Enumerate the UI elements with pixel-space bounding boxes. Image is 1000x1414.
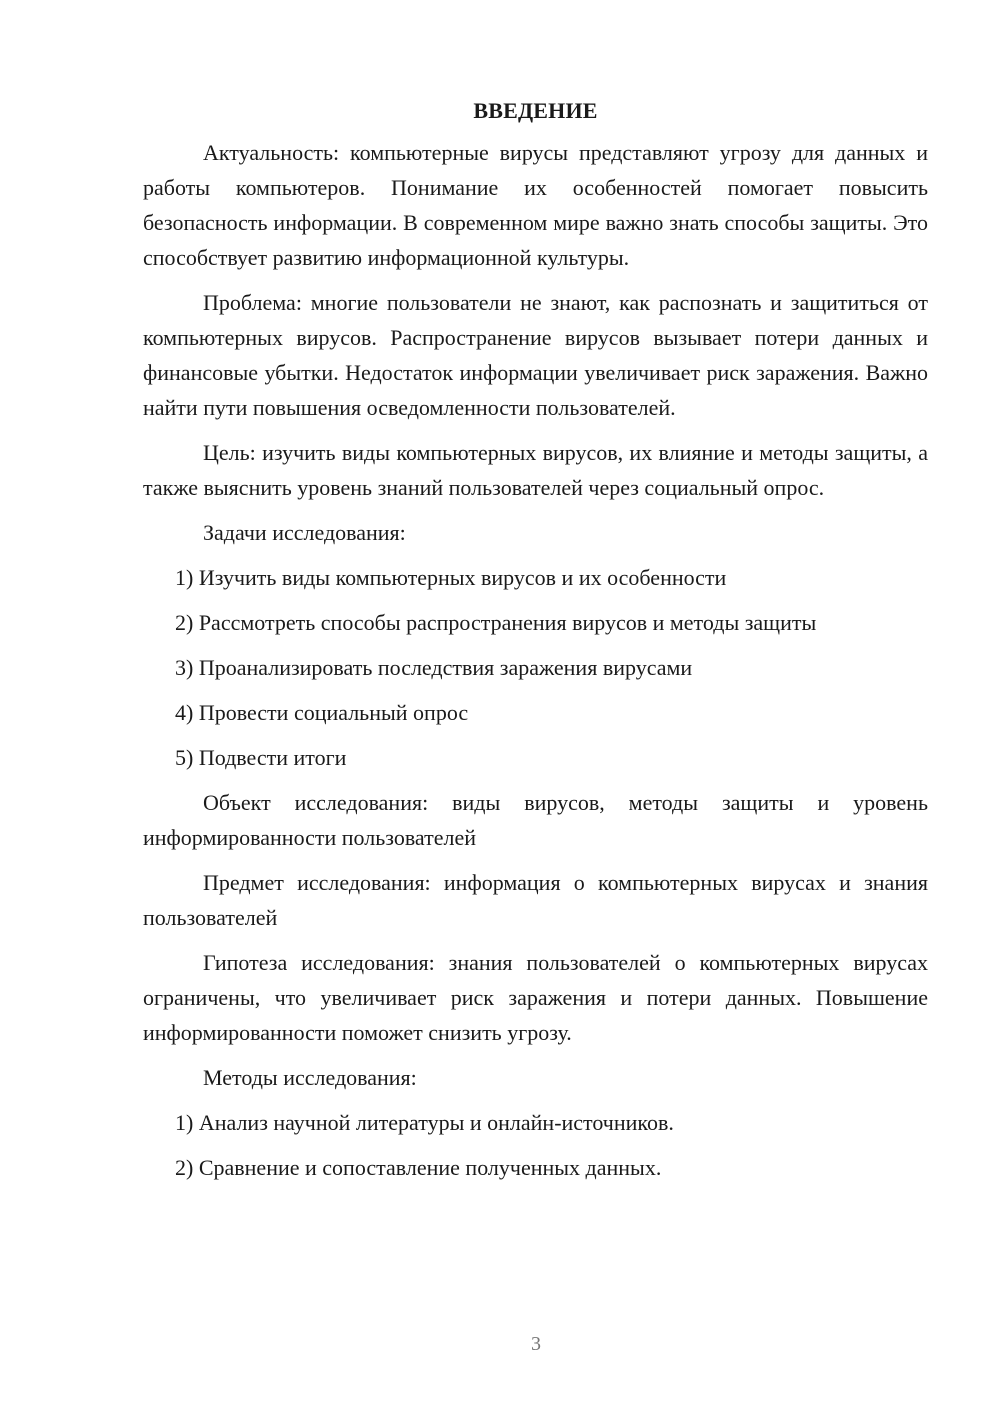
methods-label: Методы исследования: xyxy=(203,1065,417,1090)
list-item: 2) Рассмотреть способы распространения вирусов и методы защиты xyxy=(175,610,817,635)
methods-list xyxy=(143,1105,928,1185)
list-item: 1) Анализ научной литературы и онлайн-источников. xyxy=(175,1110,674,1135)
subject-paragraph: Предмет исследования: информация о компьютерных вирусах и знания пользователей xyxy=(143,870,928,930)
page-content xyxy=(143,96,928,1195)
goal-paragraph: Цель: изучить виды компьютерных вирусов, их влияние и методы защиты, а также выяснить уровень знаний пользователей через социальный опрос. xyxy=(143,440,928,500)
tasks-list xyxy=(143,560,928,775)
object-paragraph: Объект исследования: виды вирусов, методы защиты и уровень информированности пользователей xyxy=(143,790,928,850)
list-item: 4) Провести социальный опрос xyxy=(175,700,469,725)
hypothesis-paragraph: Гипотеза исследования: знания пользователей о компьютерных вирусах ограничены, что увеличивает риск заражения и потери данных. Повышение информированности поможет снизить угрозу. xyxy=(143,950,928,1045)
list-item: 1) Изучить виды компьютерных вирусов и их особенности xyxy=(175,565,727,590)
tasks-label: Задачи исследования: xyxy=(203,520,406,545)
page-title: ВВЕДЕНИЕ xyxy=(473,98,598,123)
page-number: 3 xyxy=(531,1333,541,1355)
relevance-paragraph: Актуальность: компьютерные вирусы представляют угрозу для данных и работы компьютеров. Понимание их особенностей помогает повысить безопасность информации. В современном мире важно знать способы защиты. Это способствует развитию информационной культуры. xyxy=(143,140,928,270)
list-item: 5) Подвести итоги xyxy=(175,745,347,770)
list-item: 2) Сравнение и сопоставление полученных данных. xyxy=(175,1155,662,1180)
problem-paragraph: Проблема: многие пользователи не знают, как распознать и защититься от компьютерных вирусов. Распространение вирусов вызывает потери данных и финансовые убытки. Недостаток информации увеличивает риск заражения. Важно найти пути повышения осведомленности пользователей. xyxy=(143,290,928,420)
list-item: 3) Проанализировать последствия заражения вирусами xyxy=(175,655,693,680)
